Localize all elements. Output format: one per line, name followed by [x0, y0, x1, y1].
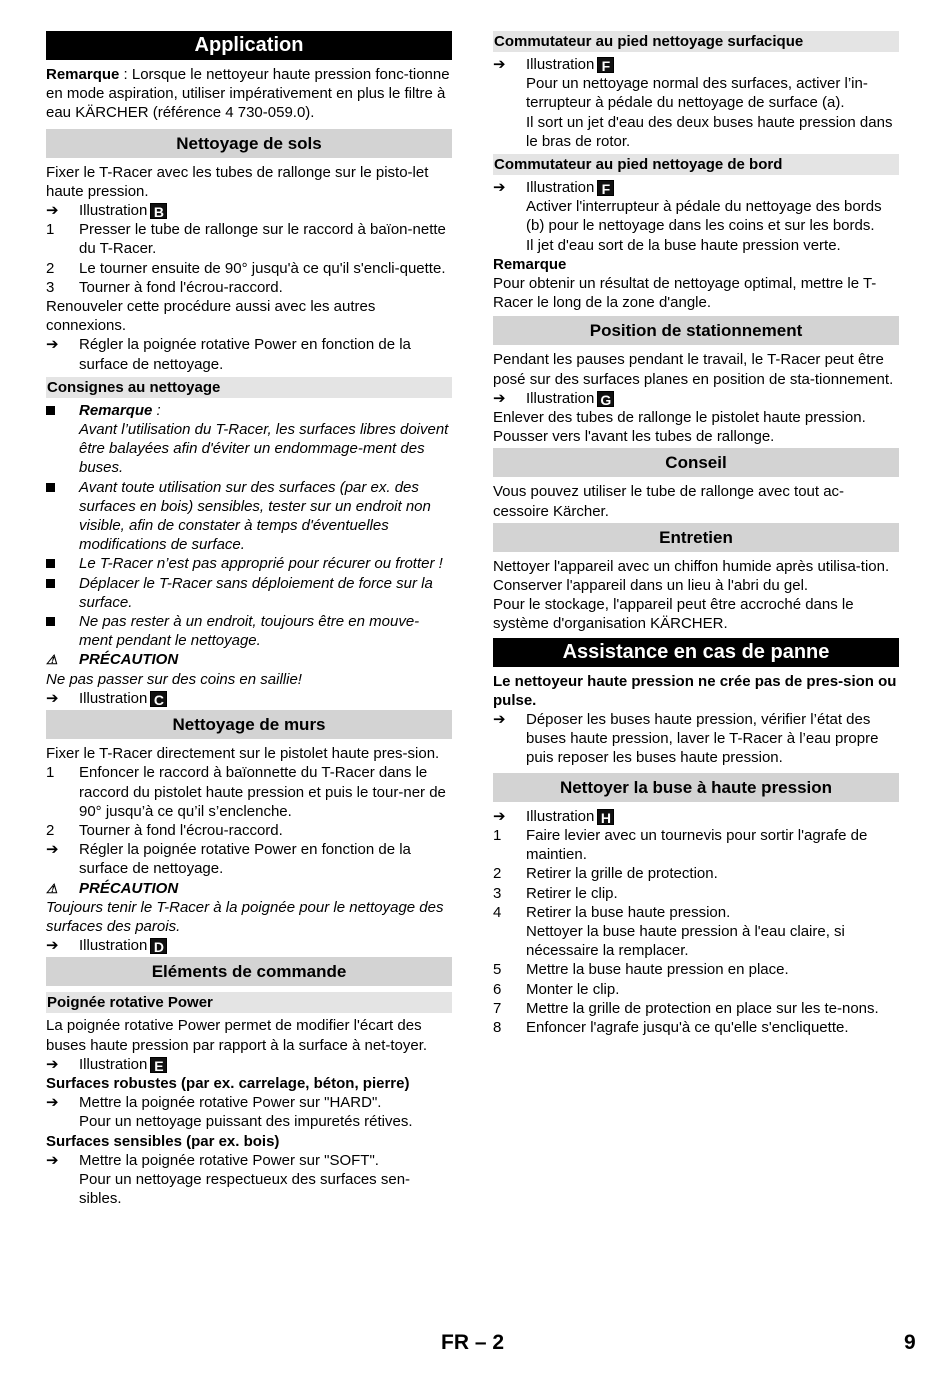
floors-illustration: ➔ Illustration B — [46, 201, 452, 220]
edge-switch-remark-label: Remarque — [493, 255, 567, 273]
controls-illustration: ➔ Illustration E — [46, 1055, 452, 1074]
right-column — [493, 31, 899, 1037]
instructions-bullet: Remarque : Avant l’utilisation du T-Racer, les surfaces libres doivent être balayées afin d'éviter un endommage-ment des buses. — [46, 401, 452, 478]
footer-section-label: FR – 2 — [441, 1331, 505, 1354]
nozzle-heading: Nettoyer la buse à haute pression — [493, 773, 899, 802]
arrow-icon: ➔ — [46, 841, 59, 859]
parking-line: Enlever des tubes de rallonge le pistolet haute pression. — [493, 409, 866, 427]
nozzle-step: 8 Enfoncer l'agrafe jusqu'à ce qu'elle s'encliquette. — [493, 1018, 849, 1036]
arrow-icon: ➔ — [493, 56, 506, 73]
surface-switch-illustration: ➔ Illustration F — [493, 55, 899, 74]
floors-heading: Nettoyage de sols — [46, 129, 452, 158]
walls-heading: Nettoyage de murs — [46, 710, 452, 739]
floors-intro: Fixer le T-Racer avec les tubes de rallonge sur le pisto-let haute pression. — [46, 163, 429, 200]
walls-caution-text: Toujours tenir le T-Racer à la poignée pour le nettoyage des surfaces des parois. — [46, 898, 444, 935]
square-bullet-icon — [46, 559, 55, 568]
surface-switch-heading: Commutateur au pied nettoyage surfacique — [493, 31, 899, 52]
illustration-letter-icon: D — [150, 938, 167, 954]
maintenance-line: Pour le stockage, l'appareil peut être accroché dans le système d'organisation KÄRCHER. — [493, 596, 854, 633]
parking-illustration: ➔ Illustration G — [493, 389, 899, 408]
instructions-heading: Consignes au nettoyage — [46, 377, 452, 398]
illustration-letter-icon: E — [150, 1057, 167, 1073]
edge-switch-illustration: ➔ Illustration F — [493, 178, 899, 197]
parking-text: Pendant les pauses pendant le travail, le T-Racer peut être posé sur des surfaces planes en position de sta-tionnement. — [493, 351, 894, 388]
surface-switch-line: Il sort un jet d'eau des deux buses haute pression dans le bras de rotor. — [526, 113, 893, 150]
walls-caution: ⚠ PRÉCAUTION — [46, 879, 179, 897]
edge-switch-remark: Pour obtenir un résultat de nettoyage optimal, mettre le T-Racer le long de la zone d'angle. — [493, 275, 877, 312]
maintenance-line: Conserver l'appareil dans un lieu à l'abri du gel. — [493, 577, 809, 595]
floors-adjust: ➔ Régler la poignée rotative Power en fonction de la surface de nettoyage. — [46, 336, 411, 373]
arrow-icon: ➔ — [46, 689, 59, 707]
left-column — [46, 31, 452, 1208]
illustration-letter-icon: C — [150, 691, 167, 707]
illustration-letter-icon: B — [150, 203, 167, 219]
nozzle-step: 3 Retirer le clip. — [493, 884, 618, 902]
square-bullet-icon — [46, 579, 55, 588]
nozzle-step: 5 Mettre la buse haute pression en place. — [493, 961, 789, 979]
arrow-icon: ➔ — [493, 179, 506, 197]
maintenance-heading: Entretien — [493, 523, 899, 552]
parking-line: Pousser vers l'avant les tubes de rallonge. — [493, 428, 775, 446]
walls-step: 2 Tourner à fond l'écrou-raccord. — [46, 821, 283, 839]
floors-step: 1 Presser le tube de rallonge sur le raccord à baïon-nette du T-Racer. — [46, 221, 446, 258]
troubleshooting-heading: Assistance en cas de panne — [493, 638, 899, 667]
instructions-bullet: Avant toute utilisation sur des surfaces (par ex. des surfaces en bois) sensibles, tester sur un endroit non visible, afin de constater à temps d'éventuelles modifications de surface. — [46, 478, 452, 555]
floors-step: 3 Tourner à fond l'écrou-raccord. — [46, 278, 283, 296]
application-remark: Remarque : Lorsque le nettoyeur haute pression fonc-tionne en mode aspiration, utiliser impérativement en plus le filtre à eau KÄRCHER (référence 4 730-059.0). — [46, 66, 450, 122]
tip-text: Vous pouvez utiliser le tube de rallonge avec tout ac-cessoire Kärcher. — [493, 483, 845, 520]
robust-result: Pour un nettoyage puissant des impuretés rétives. — [79, 1113, 413, 1131]
walls-intro: Fixer le T-Racer directement sur le pistolet haute pres-sion. — [46, 745, 440, 763]
sensitive-action: ➔ Mettre la poignée rotative Power sur "SOFT". — [46, 1151, 379, 1169]
arrow-icon: ➔ — [46, 336, 59, 354]
arrow-icon: ➔ — [493, 711, 506, 729]
tip-heading: Conseil — [493, 448, 899, 477]
arrow-icon: ➔ — [46, 202, 59, 220]
arrow-icon: ➔ — [46, 1151, 59, 1169]
sensitive-surfaces-title: Surfaces sensibles (par ex. bois) — [46, 1132, 280, 1150]
robust-surfaces-title: Surfaces robustes (par ex. carrelage, béton, pierre) — [46, 1074, 410, 1092]
troubleshooting-remedy: ➔ Déposer les buses haute pression, vérifier l’état des buses haute pression, laver le T-Racer à l’eau propre puis reposer les buses haute pression. — [493, 711, 879, 767]
controls-heading: Eléments de commande — [46, 957, 452, 986]
illustration-letter-icon: G — [597, 391, 614, 407]
surface-switch-line: Pour un nettoyage normal des surfaces, activer l’in-terrupteur à pédale du nettoyage de surface (a). — [526, 75, 868, 112]
nozzle-illustration: ➔ Illustration H — [493, 807, 899, 826]
illustration-letter-icon: F — [597, 57, 614, 73]
walls-adjust: ➔ Régler la poignée rotative Power en fonction de la surface de nettoyage. — [46, 841, 411, 878]
instructions-bullet: Déplacer le T-Racer sans déploiement de force sur la surface. — [46, 574, 452, 612]
edge-switch-heading: Commutateur au pied nettoyage de bord — [493, 154, 899, 175]
arrow-icon: ➔ — [493, 807, 506, 825]
floors-step: 2 Le tourner ensuite de 90° jusqu'à ce qu'il s'encli-quette. — [46, 259, 446, 277]
arrow-icon: ➔ — [46, 1055, 59, 1073]
warning-icon: ⚠ — [46, 652, 58, 668]
nozzle-step: 6 Monter le clip. — [493, 980, 620, 998]
arrow-icon: ➔ — [46, 1094, 59, 1112]
parking-heading: Position de stationnement — [493, 316, 899, 345]
page-number: 9 — [904, 1331, 916, 1354]
instructions-caution: ⚠ PRÉCAUTION — [46, 651, 179, 669]
arrow-icon: ➔ — [493, 389, 506, 407]
square-bullet-icon — [46, 406, 55, 415]
robust-action: ➔ Mettre la poignée rotative Power sur "HARD". — [46, 1094, 382, 1112]
maintenance-line: Nettoyer l'appareil avec un chiffon humide après utilisa-tion. — [493, 557, 890, 575]
edge-switch-line: Activer l'interrupteur à pédale du nettoyage des bords (b) pour le nettoyage dans les coins et sur les bords. — [526, 198, 882, 235]
warning-icon: ⚠ — [46, 880, 58, 896]
instructions-illustration: ➔ Illustration C — [46, 689, 452, 708]
floors-repeat: Renouveler cette procédure aussi avec les autres connexions. — [46, 298, 376, 335]
edge-switch-line: Il jet d'eau sort de la buse haute pression verte. — [526, 236, 841, 254]
nozzle-step-note: Nettoyer la buse haute pression à l'eau claire, si nécessaire la remplacer. — [526, 922, 845, 960]
nozzle-step: 4 Retirer la buse haute pression. — [493, 903, 731, 921]
power-handle-heading: Poignée rotative Power — [46, 992, 452, 1013]
walls-step: 1 Enfoncer le raccord à baïonnette du T-Racer dans le raccord du pistolet haute pression et puis le tour-ner de 90° jusqu’à ce qu’il s’enclenche. — [46, 764, 446, 820]
instructions-bullet: Ne pas rester à un endroit, toujours être en mouve-ment pendant le nettoyage. — [46, 612, 452, 650]
nozzle-step: 7 Mettre la grille de protection en place sur les te-nons. — [493, 999, 879, 1017]
walls-illustration: ➔ Illustration D — [46, 936, 452, 955]
troubleshooting-problem: Le nettoyeur haute pression ne crée pas de pres-sion ou pulse. — [493, 672, 897, 709]
nozzle-step: 1 Faire levier avec un tournevis pour sortir l'agrafe de maintien. — [493, 826, 868, 864]
application-heading: Application — [46, 31, 452, 60]
illustration-letter-icon: F — [597, 180, 614, 196]
square-bullet-icon — [46, 617, 55, 626]
power-handle-text: La poignée rotative Power permet de modifier l'écart des buses haute pression par rapport à la surface à net-toyer. — [46, 1017, 428, 1054]
square-bullet-icon — [46, 483, 55, 492]
nozzle-step: 2 Retirer la grille de protection. — [493, 865, 718, 883]
illustration-letter-icon: H — [597, 809, 614, 825]
sensitive-result: Pour un nettoyage respectueux des surfaces sen-sibles. — [79, 1170, 411, 1208]
instructions-bullet: Le T-Racer n’est pas approprié pour récurer ou frotter ! — [46, 554, 452, 573]
arrow-icon: ➔ — [46, 937, 59, 955]
instructions-caution-text: Ne pas passer sur des coins en saillie! — [46, 670, 302, 688]
